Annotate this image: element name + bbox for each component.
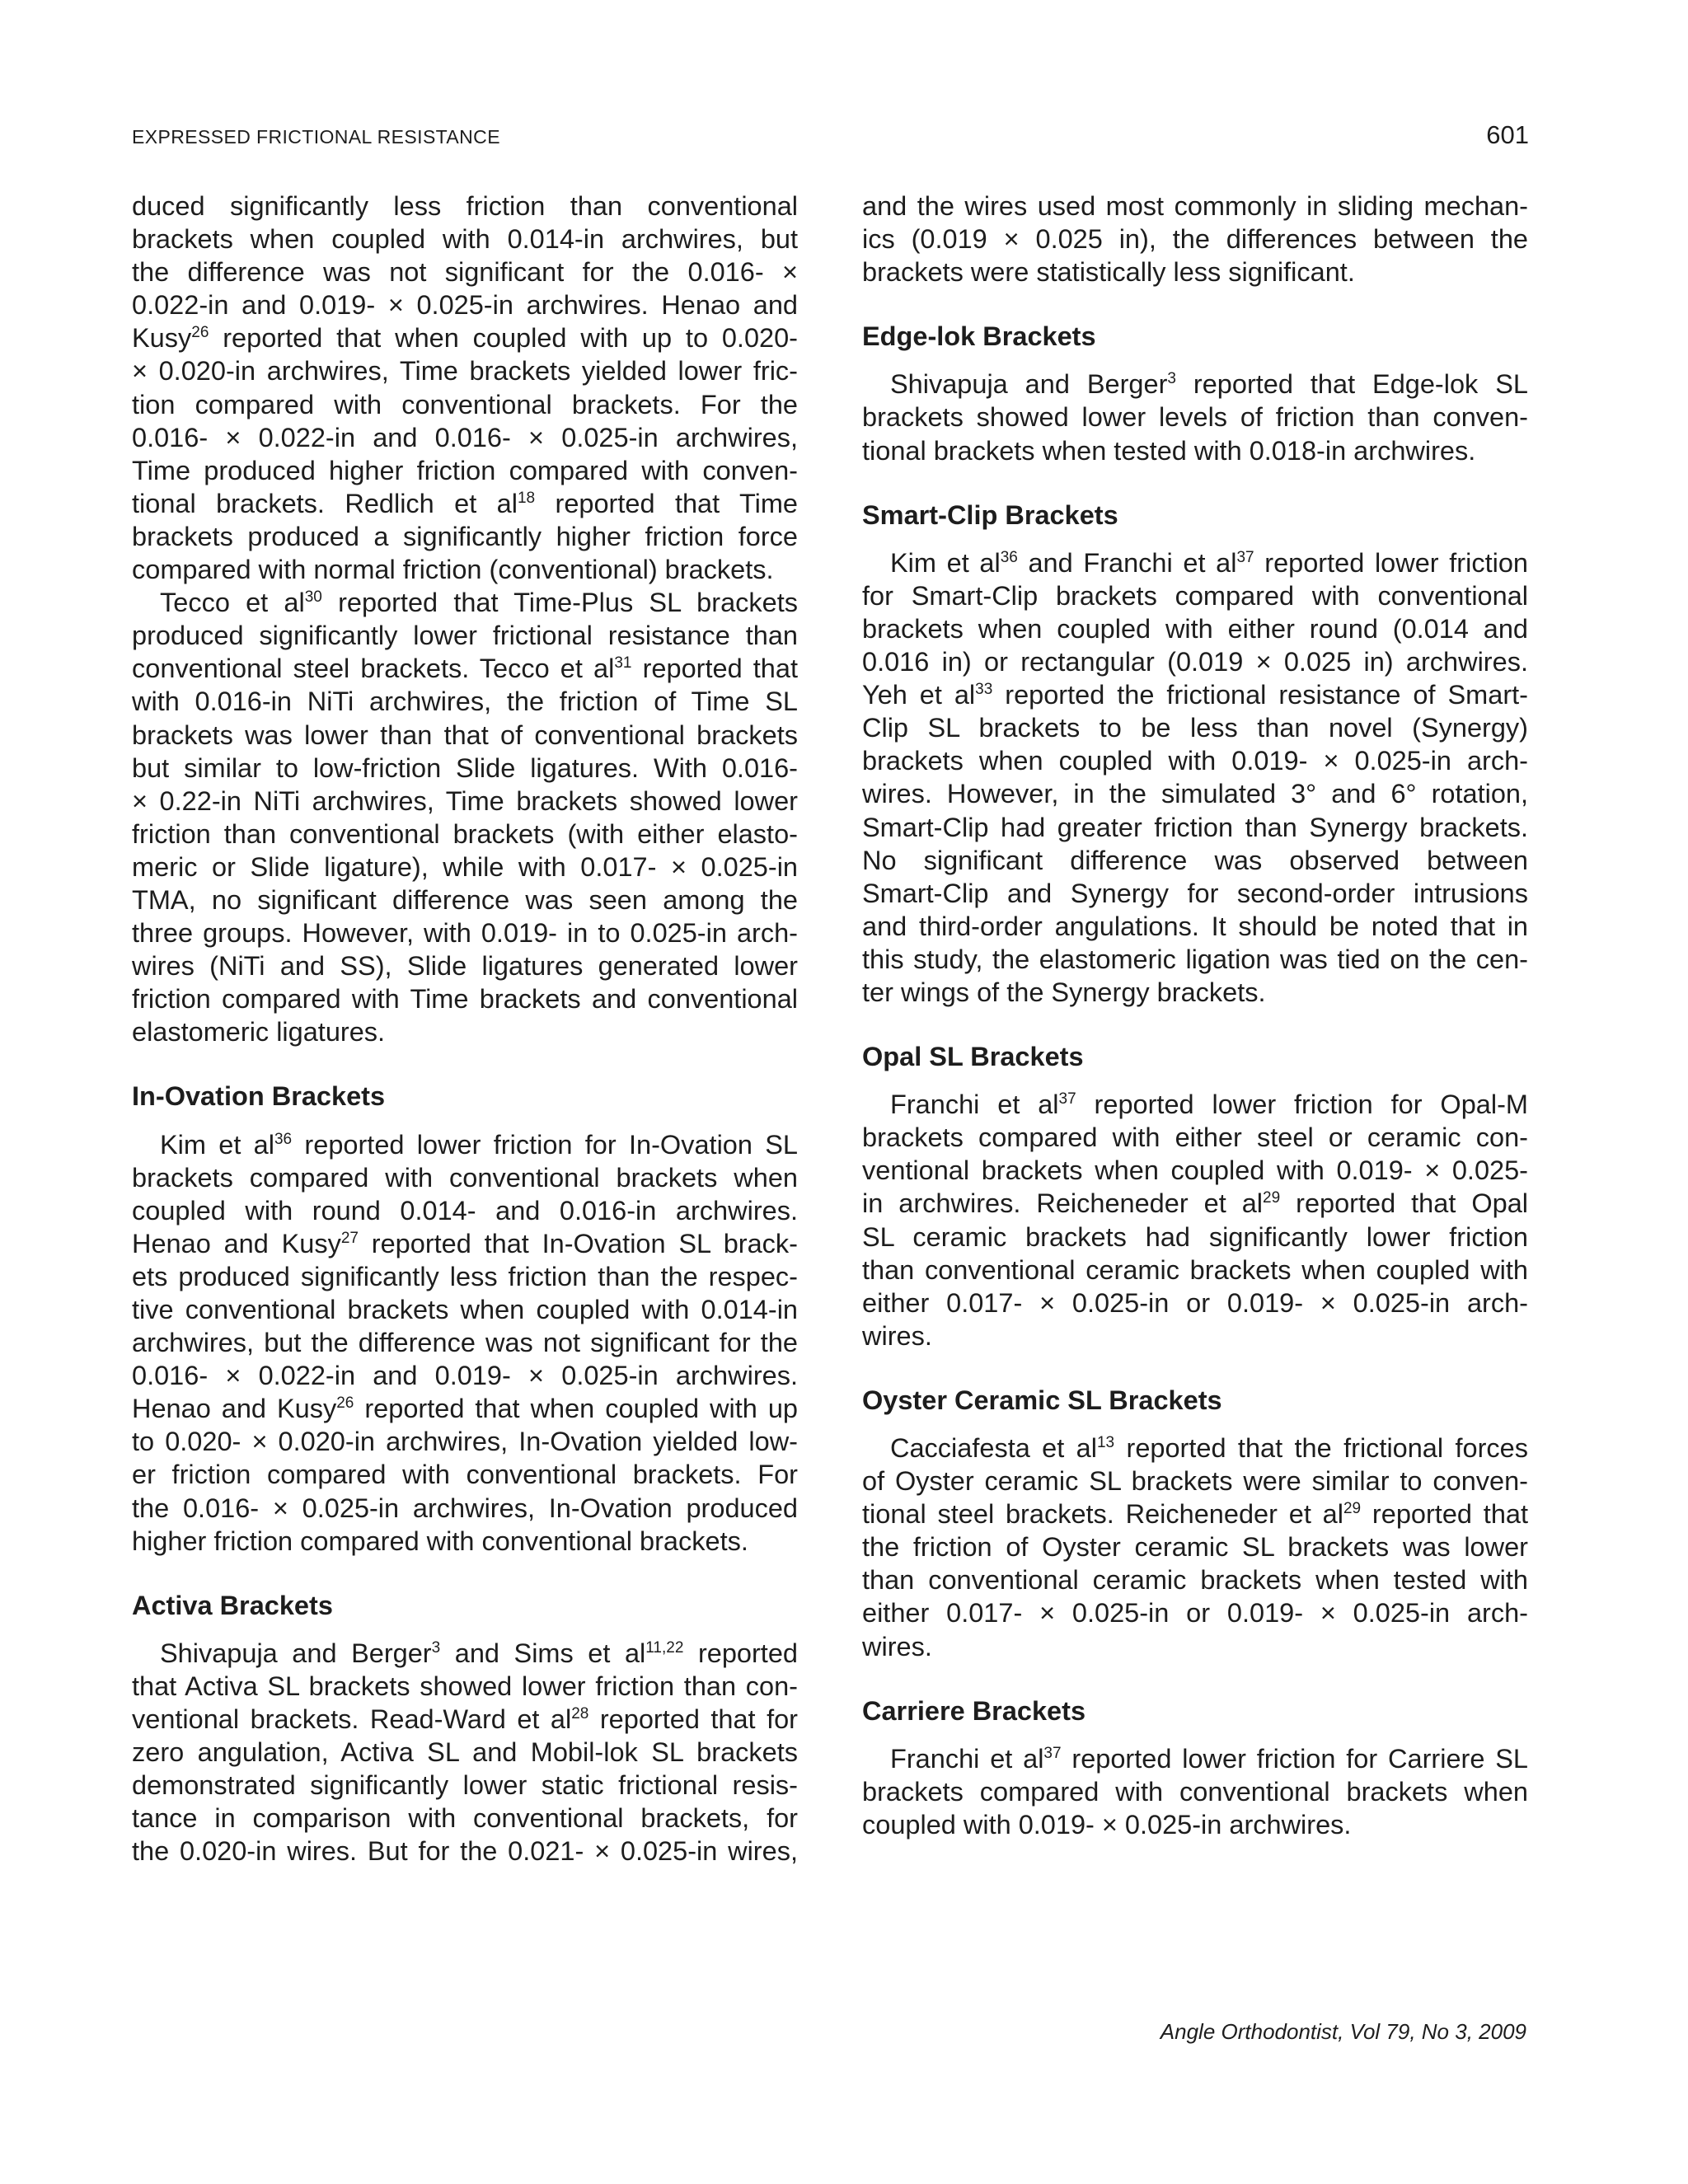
text-segment: reported that Opal bbox=[1280, 1188, 1528, 1219]
text-line: zero angulation, Activa SL and Mobil-lok SL brackets bbox=[132, 1737, 798, 1768]
text-line bbox=[132, 652, 798, 685]
text-line: ter wings of the Synergy brackets. bbox=[862, 977, 1266, 1007]
text-segment: Shivapuja and Berger bbox=[160, 1638, 432, 1668]
citation-superscript: 37 bbox=[1236, 548, 1254, 566]
text-line: for Smart-Clip brackets compared with conventional bbox=[862, 580, 1528, 611]
heading-carriere-brackets: Carriere Brackets bbox=[862, 1695, 1086, 1726]
text-segment: Cacciafesta et al bbox=[890, 1433, 1097, 1463]
text-segment: reported lower friction for Opal-M bbox=[1076, 1090, 1528, 1120]
text-line: elastomeric ligatures. bbox=[132, 1017, 386, 1047]
text-segment: reported that for bbox=[588, 1704, 798, 1735]
text-line bbox=[132, 1227, 798, 1260]
text-line: brackets was lower than that of conventional brackets bbox=[132, 719, 798, 750]
text-line: 0.022-in and 0.019- × 0.025-in archwires. Henao and bbox=[132, 290, 798, 321]
text-segment: Franchi et al bbox=[890, 1090, 1059, 1120]
citation-superscript: 26 bbox=[336, 1394, 354, 1413]
text-line bbox=[132, 586, 798, 619]
text-segment: reported that when coupled with up to 0.020- bbox=[209, 323, 798, 354]
text-segment: reported that Edge-lok SL bbox=[1175, 369, 1528, 400]
text-segment: reported lower friction for In-Ovation SL bbox=[292, 1129, 798, 1160]
text-line: this study, the elastomeric ligation was tied on the cen- bbox=[862, 944, 1528, 974]
text-line: than conventional ceramic brackets when tested with bbox=[862, 1565, 1528, 1596]
text-line: friction than conventional brackets (with either elasto- bbox=[132, 818, 798, 849]
citation-superscript: 29 bbox=[1343, 1500, 1362, 1518]
text-line: compared with normal friction (conventional) brackets. bbox=[132, 555, 774, 585]
paragraph-tecco bbox=[132, 586, 798, 1048]
text-line bbox=[862, 1088, 1528, 1121]
citation-superscript: 37 bbox=[1043, 1744, 1062, 1762]
citation-superscript: 28 bbox=[571, 1705, 589, 1723]
text-line: 0.016 in) or rectangular (0.019 × 0.025 in) archwires. bbox=[862, 647, 1528, 677]
text-line: with 0.016-in NiTi archwires, the friction of Time SL bbox=[132, 687, 798, 717]
text-line: ets produced significantly less friction than the respec- bbox=[132, 1261, 798, 1291]
citation-superscript: 18 bbox=[517, 489, 536, 507]
paragraph-oyster bbox=[862, 1432, 1528, 1663]
paragraph-activa bbox=[132, 1637, 798, 1868]
text-line: Time produced higher friction compared with conven- bbox=[132, 455, 798, 485]
citation-superscript: 33 bbox=[975, 681, 993, 699]
text-line bbox=[862, 368, 1528, 401]
text-line: SL ceramic brackets had significantly lower friction bbox=[862, 1221, 1528, 1252]
text-line: Smart-Clip and Synergy for second-order intrusions bbox=[862, 878, 1528, 908]
text-line bbox=[132, 1128, 798, 1161]
paragraph-opal bbox=[862, 1088, 1528, 1352]
text-line: brackets compared with either steel or ceramic con- bbox=[862, 1122, 1528, 1153]
text-line: brackets compared with conventional brackets when bbox=[862, 1776, 1528, 1807]
text-segment: in archwires. Reicheneder et al bbox=[862, 1188, 1263, 1219]
text-line: the difference was not significant for the 0.016- × bbox=[132, 257, 798, 288]
text-line: Smart-Clip had greater friction than Synergy brackets. bbox=[862, 812, 1528, 842]
text-line: the friction of Oyster ceramic SL brackets was lower bbox=[862, 1532, 1528, 1563]
text-line: produced significantly lower frictional resistance than bbox=[132, 621, 798, 651]
text-segment: Henao and Kusy bbox=[132, 1394, 337, 1424]
text-line: coupled with 0.019- × 0.025-in archwires. bbox=[862, 1809, 1352, 1840]
citation-superscript: 13 bbox=[1096, 1434, 1115, 1451]
text-line: brackets when coupled with 0.019- × 0.025-in arch- bbox=[862, 746, 1528, 776]
text-line: that Activa SL brackets showed lower friction than con- bbox=[132, 1671, 798, 1701]
text-line: friction compared with Time brackets and conventional bbox=[132, 984, 798, 1015]
text-line: brackets were statistically less significant. bbox=[862, 257, 1355, 288]
page-number: 601 bbox=[1486, 120, 1529, 149]
text-line: wires. However, in the simulated 3° and 6° rotation, bbox=[862, 779, 1528, 809]
text-segment: tional steel brackets. Reicheneder et al bbox=[862, 1499, 1343, 1530]
text-line: and the wires used most commonly in sliding mechan- bbox=[862, 191, 1528, 221]
text-line bbox=[862, 546, 1528, 579]
text-line: tion compared with conventional brackets. For the bbox=[132, 389, 798, 419]
text-line: brackets when coupled with 0.014-in archwires, but bbox=[132, 224, 798, 255]
text-line: brackets compared with conventional brackets when bbox=[132, 1162, 798, 1193]
citation-superscript: 36 bbox=[1000, 548, 1018, 566]
text-line: brackets when coupled with either round (0.014 and bbox=[862, 613, 1528, 644]
text-line: ventional brackets when coupled with 0.019- × 0.025- bbox=[862, 1155, 1528, 1186]
text-segment: reported that bbox=[1361, 1499, 1528, 1530]
heading-activa-brackets: Activa Brackets bbox=[132, 1590, 333, 1620]
text-line: wires. bbox=[862, 1631, 932, 1661]
paragraph-smartclip bbox=[862, 546, 1528, 1009]
text-line: tance in comparison with conventional brackets, for bbox=[132, 1803, 798, 1834]
text-line bbox=[132, 1703, 798, 1736]
text-line bbox=[132, 1392, 798, 1425]
text-line: wires (NiTi and SS), Slide ligatures generated lower bbox=[132, 951, 798, 982]
text-segment: Yeh et al bbox=[862, 680, 976, 710]
text-line: coupled with round 0.014- and 0.016-in archwires. bbox=[132, 1195, 798, 1226]
citation-superscript: 27 bbox=[340, 1229, 359, 1247]
text-line bbox=[862, 678, 1528, 711]
text-segment: reported that the frictional forces bbox=[1114, 1433, 1528, 1463]
text-line: meric or Slide ligature), while with 0.017- × 0.025-in bbox=[132, 851, 798, 882]
text-segment: Kim et al bbox=[890, 547, 1001, 578]
text-line: demonstrated significantly lower static frictional resis- bbox=[132, 1770, 798, 1801]
citation-superscript: 29 bbox=[1263, 1189, 1281, 1207]
text-line: either 0.017- × 0.025-in or 0.019- × 0.025-in arch- bbox=[862, 1598, 1528, 1629]
heading-smartclip-brackets: Smart-Clip Brackets bbox=[862, 499, 1118, 530]
text-line: the 0.020-in wires. But for the 0.021- × 0.025-in wires, bbox=[132, 1836, 798, 1867]
citation-superscript: 30 bbox=[304, 588, 322, 607]
text-segment: tional brackets. Redlich et al bbox=[132, 488, 518, 518]
text-line: TMA, no significant difference was seen among the bbox=[132, 884, 798, 915]
text-line: duced significantly less friction than conventional bbox=[132, 191, 798, 221]
text-line bbox=[862, 1187, 1528, 1220]
text-line: three groups. However, with 0.019- in to 0.025-in arch- bbox=[132, 918, 798, 949]
text-segment: reported bbox=[683, 1638, 798, 1668]
text-segment: reported that Time bbox=[535, 488, 798, 518]
paragraph-time-continued bbox=[132, 190, 798, 586]
citation-superscript: 31 bbox=[614, 654, 632, 673]
text-line: to 0.020- × 0.020-in archwires, In-Ovation yielded low- bbox=[132, 1427, 798, 1457]
text-segment: and Franchi et al bbox=[1017, 547, 1237, 578]
text-line: wires. bbox=[862, 1320, 932, 1351]
text-segment: and Sims et al bbox=[440, 1638, 646, 1668]
text-line: Clip SL brackets to be less than novel (Synergy) bbox=[862, 713, 1528, 743]
journal-footer: Angle Orthodontist, Vol 79, No 3, 2009 bbox=[1160, 2019, 1526, 2044]
text-line: than conventional ceramic brackets when coupled with bbox=[862, 1254, 1528, 1285]
text-segment: reported that bbox=[631, 654, 798, 684]
text-line: × 0.22-in NiTi archwires, Time brackets showed lower bbox=[132, 785, 798, 816]
citation-superscript: 3 bbox=[431, 1638, 441, 1657]
text-segment: Franchi et al bbox=[890, 1743, 1044, 1774]
text-line: No significant difference was observed between bbox=[862, 845, 1528, 875]
text-line bbox=[132, 1637, 798, 1670]
text-line: ics (0.019 × 0.025 in), the differences between the bbox=[862, 224, 1528, 255]
text-line: × 0.020-in archwires, Time brackets yielded lower fric- bbox=[132, 356, 798, 387]
text-segment: reported that In-Ovation SL brack- bbox=[358, 1228, 798, 1258]
text-segment: ventional brackets. Read-Ward et al bbox=[132, 1704, 572, 1735]
heading-oyster-ceramic-brackets: Oyster Ceramic SL Brackets bbox=[862, 1385, 1222, 1415]
text-line bbox=[132, 321, 798, 354]
text-line: of Oyster ceramic SL brackets were similar to conven- bbox=[862, 1466, 1528, 1497]
text-segment: reported that Time-Plus SL brackets bbox=[321, 588, 798, 618]
text-line: er friction compared with conventional brackets. For bbox=[132, 1460, 798, 1490]
paragraph-carriere bbox=[862, 1742, 1528, 1841]
text-line bbox=[132, 487, 798, 520]
citation-superscript: 11,22 bbox=[645, 1638, 684, 1657]
text-line: brackets produced a significantly higher friction force bbox=[132, 521, 798, 551]
citation-superscript: 26 bbox=[191, 324, 209, 342]
text-segment: reported that when coupled with up bbox=[354, 1394, 798, 1424]
text-segment: Shivapuja and Berger bbox=[890, 369, 1168, 400]
text-segment: reported the frictional resistance of Smart- bbox=[992, 680, 1528, 710]
text-segment: Henao and Kusy bbox=[132, 1228, 341, 1258]
citation-superscript: 37 bbox=[1058, 1090, 1076, 1108]
text-line: higher friction compared with conventional brackets. bbox=[132, 1526, 748, 1556]
paragraph-inovation bbox=[132, 1128, 798, 1558]
text-segment: Kusy bbox=[132, 323, 192, 354]
heading-edgelok-brackets: Edge-lok Brackets bbox=[862, 321, 1096, 352]
text-line: and third-order angulations. It should be noted that in bbox=[862, 911, 1528, 941]
text-line bbox=[862, 1432, 1528, 1465]
left-column bbox=[132, 190, 798, 1868]
text-segment: reported lower friction for Carriere SL bbox=[1061, 1743, 1528, 1774]
text-segment: Kim et al bbox=[160, 1129, 274, 1160]
citation-superscript: 3 bbox=[1167, 370, 1176, 388]
text-line: 0.016- × 0.022-in and 0.016- × 0.025-in archwires, bbox=[132, 422, 798, 452]
heading-inovation-brackets: In-Ovation Brackets bbox=[132, 1081, 386, 1112]
text-line: but similar to low-friction Slide ligatures. With 0.016- bbox=[132, 752, 798, 783]
text-line bbox=[862, 1742, 1528, 1775]
text-line: brackets showed lower levels of friction than conven- bbox=[862, 402, 1528, 433]
text-line: tional brackets when tested with 0.018-in archwires. bbox=[862, 435, 1476, 466]
text-segment: conventional steel brackets. Tecco et al bbox=[132, 654, 615, 684]
paragraph-activa-continued bbox=[862, 190, 1528, 288]
text-line: archwires, but the difference was not significant for the bbox=[132, 1328, 798, 1358]
text-line: either 0.017- × 0.025-in or 0.019- × 0.025-in arch- bbox=[862, 1287, 1528, 1318]
paragraph-edgelok bbox=[862, 368, 1528, 466]
text-line: tive conventional brackets when coupled with 0.014-in bbox=[132, 1295, 798, 1324]
text-line bbox=[862, 1497, 1528, 1530]
running-head: EXPRESSED FRICTIONAL RESISTANCE bbox=[132, 126, 500, 148]
text-segment: reported lower friction bbox=[1254, 547, 1528, 578]
text-segment: Tecco et al bbox=[160, 588, 305, 618]
right-column bbox=[862, 190, 1528, 1841]
heading-opal-sl-brackets: Opal SL Brackets bbox=[862, 1042, 1084, 1072]
text-line: the 0.016- × 0.025-in archwires, In-Ovation produced bbox=[132, 1493, 798, 1523]
citation-superscript: 36 bbox=[274, 1130, 293, 1148]
text-line: 0.016- × 0.022-in and 0.019- × 0.025-in archwires. bbox=[132, 1361, 798, 1391]
